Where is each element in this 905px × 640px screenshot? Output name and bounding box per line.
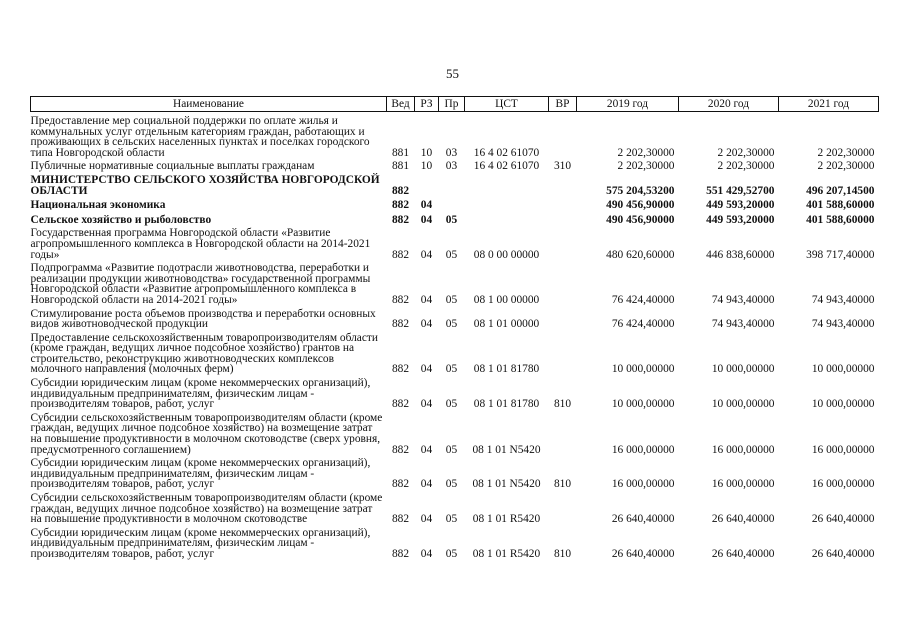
cell-2019: 575 204,53200: [606, 184, 675, 197]
cell-vr: [549, 410, 577, 455]
cell-2020: 551 429,52700: [706, 184, 775, 197]
cell-rz: 04: [420, 513, 433, 526]
cell-ved: 881: [391, 146, 410, 159]
header-cst: ЦСТ: [465, 97, 549, 112]
cell-2021: 26 640,40000: [811, 547, 875, 560]
cell-2020: 16 000,00000: [711, 478, 775, 491]
cell-2019: 490 456,90000: [606, 213, 675, 226]
cell-2021: 26 640,40000: [811, 513, 875, 526]
table-row: [31, 225, 879, 260]
cell-2019: 26 640,40000: [611, 513, 675, 526]
cell-pr: 05: [445, 363, 458, 376]
header-2019: 2019 год: [577, 97, 679, 112]
table-row: [31, 410, 879, 455]
cell-2020: 2 202,30000: [717, 146, 775, 159]
cell-cst: [465, 196, 549, 211]
cell-rz: 04: [420, 478, 433, 491]
cell-vr: [549, 330, 577, 375]
cell-pr: 05: [445, 318, 458, 331]
cell-2019: 2 202,30000: [617, 146, 675, 159]
table-row: [31, 375, 879, 410]
cell-name: Предоставление мер социальной поддержки по оплате жилья и коммунальных услуг отдельным категориям граждан, работающих и проживающих в сельских населенных пунктах и поселках городского типа Новгородской области: [30, 115, 370, 159]
header-pr: Пр: [439, 97, 465, 112]
cell-name: Публичные нормативные социальные выплаты гражданам: [30, 160, 315, 173]
cell-cst: 16 4 02 61070: [473, 146, 540, 159]
table-row: [31, 211, 879, 226]
cell-rz: 10: [420, 146, 433, 159]
cell-pr: 05: [445, 293, 458, 306]
cell-vr: [549, 112, 577, 159]
table-row: [31, 112, 879, 159]
cell-cst: 08 1 01 00000: [473, 318, 540, 331]
table-body: [31, 112, 879, 560]
cell-cst: [465, 211, 549, 226]
cell-name: Субсидии сельскохозяйственным товаропроизводителям области (кроме граждан, ведущих личное подсобное хозяйство) на возмещение затрат на повышение продуктивности в молочном скотоводстве (сверх уровня, предусмотренного соглашением): [30, 411, 383, 456]
cell-pr: 03: [445, 146, 458, 159]
cell-rz: [415, 172, 439, 196]
cell-name: Сельское хозяйство и рыболовство: [30, 213, 212, 226]
table-row: [31, 330, 879, 375]
cell-pr: [439, 196, 465, 211]
header-name: Наименование: [31, 97, 387, 112]
cell-pr: 05: [445, 547, 458, 560]
table-row: [31, 172, 879, 196]
cell-vr: [549, 172, 577, 196]
table-row: [31, 158, 879, 172]
cell-ved: 882: [391, 184, 410, 197]
cell-2021: 2 202,30000: [817, 146, 875, 159]
cell-rz: 04: [420, 293, 433, 306]
cell-2020: 2 202,30000: [717, 160, 775, 173]
cell-2021: 10 000,00000: [811, 398, 875, 411]
table-row: [31, 455, 879, 490]
cell-2019: 16 000,00000: [611, 443, 675, 456]
cell-vr: [549, 260, 577, 305]
cell-name: Субсидии сельскохозяйственным товаропроизводителям области (кроме граждан, ведущих личное подсобное хозяйство) на возмещение затрат на повышение продуктивности в молочном скотоводстве: [30, 492, 383, 526]
cell-pr: 03: [445, 160, 458, 173]
cell-name: Национальная экономика: [30, 199, 166, 212]
cell-pr: 05: [445, 443, 458, 456]
cell-2019: 26 640,40000: [611, 547, 675, 560]
cell-cst: 08 1 01 81780: [473, 398, 540, 411]
table-row: [31, 490, 879, 525]
header-ved: Вед: [387, 97, 415, 112]
cell-rz: 04: [420, 318, 433, 331]
cell-2021: 10 000,00000: [811, 363, 875, 376]
cell-2019: 76 424,40000: [611, 293, 675, 306]
cell-vr: [549, 196, 577, 211]
cell-ved: 882: [391, 513, 410, 526]
cell-2019: 490 456,90000: [606, 199, 675, 212]
cell-ved: 882: [391, 213, 410, 226]
header-rz: РЗ: [415, 97, 439, 112]
cell-2019: 10 000,00000: [611, 398, 675, 411]
cell-cst: 08 1 01 R5420: [472, 513, 541, 526]
cell-pr: 05: [445, 478, 458, 491]
cell-2021: 401 588,60000: [806, 213, 875, 226]
cell-ved: 882: [391, 293, 410, 306]
cell-vr: [549, 211, 577, 226]
cell-2019: 76 424,40000: [611, 318, 675, 331]
cell-cst: 08 1 01 81780: [473, 363, 540, 376]
cell-2020: 449 593,20000: [706, 213, 775, 226]
cell-2020: 10 000,00000: [711, 363, 775, 376]
cell-2021: 398 717,40000: [806, 248, 875, 261]
cell-pr: [439, 172, 465, 196]
cell-2020: 26 640,40000: [711, 547, 775, 560]
cell-ved: 882: [391, 248, 410, 261]
table-row: [31, 306, 879, 330]
cell-cst: 08 1 00 00000: [473, 293, 540, 306]
cell-2019: 10 000,00000: [611, 363, 675, 376]
cell-pr: 05: [445, 398, 458, 411]
cell-pr: 05: [445, 513, 458, 526]
cell-vr: [549, 490, 577, 525]
cell-2021: 74 943,40000: [811, 293, 875, 306]
header-2021: 2021 год: [779, 97, 879, 112]
cell-2021: 16 000,00000: [811, 478, 875, 491]
cell-name: Подпрограмма «Развитие подотрасли животноводства, переработки и реализации продукции животноводства» государственной программы Новгородской области «Развитие агропромышленного комплекса в Новгородской области на 2014-2021 годы»: [30, 262, 371, 306]
cell-rz: 10: [420, 160, 433, 173]
cell-2021: 401 588,60000: [806, 199, 875, 212]
cell-2020: 449 593,20000: [706, 199, 775, 212]
cell-name: Субсидии юридическим лицам (кроме некоммерческих организаций), индивидуальным предпринимателям, физическим лицам - производителям товаров, работ, услуг: [30, 526, 371, 560]
cell-2021: 74 943,40000: [811, 318, 875, 331]
cell-2019: 480 620,60000: [606, 248, 675, 261]
cell-2019: 2 202,30000: [617, 160, 675, 173]
cell-pr: 05: [445, 213, 458, 226]
cell-cst: 08 1 01 N5420: [472, 443, 541, 456]
cell-2020: 26 640,40000: [711, 513, 775, 526]
cell-cst: 16 4 02 61070: [473, 160, 540, 173]
cell-cst: [465, 172, 549, 196]
cell-rz: 04: [420, 547, 433, 560]
cell-pr: 05: [445, 248, 458, 261]
cell-ved: 882: [391, 478, 410, 491]
cell-2021: 2 202,30000: [817, 160, 875, 173]
cell-2019: 16 000,00000: [611, 478, 675, 491]
cell-vr: 810: [553, 398, 572, 411]
cell-ved: 882: [391, 199, 410, 212]
cell-ved: 882: [391, 318, 410, 331]
cell-ved: 881: [391, 160, 410, 173]
cell-name: Стимулирование роста объемов производства и переработки основных видов животноводческой продукции: [30, 307, 376, 331]
cell-rz: 04: [420, 248, 433, 261]
cell-rz: 04: [420, 398, 433, 411]
cell-vr: 810: [553, 547, 572, 560]
cell-rz: 04: [420, 213, 433, 226]
cell-2020: 74 943,40000: [711, 318, 775, 331]
cell-cst: 08 1 01 R5420: [472, 547, 541, 560]
cell-2021: 16 000,00000: [811, 443, 875, 456]
cell-rz: 04: [420, 443, 433, 456]
cell-rz: 04: [420, 363, 433, 376]
cell-2021: 496 207,14500: [806, 184, 875, 197]
cell-ved: 882: [391, 363, 410, 376]
table-row: [31, 260, 879, 305]
cell-name: Субсидии юридическим лицам (кроме некоммерческих организаций), индивидуальным предпринимателям, физическим лицам - производителям товаров, работ, услуг: [30, 457, 371, 491]
cell-ved: 882: [391, 398, 410, 411]
cell-ved: 882: [391, 547, 410, 560]
header-2020: 2020 год: [679, 97, 779, 112]
cell-name: Государственная программа Новгородской области «Развитие агропромышленного комплекса в Новгородской области на 2014-2021 годы»: [30, 227, 371, 261]
cell-name: Предоставление сельскохозяйственным товаропроизводителям области (кроме граждан, ведущих личное подсобное хозяйство) грантов на строительство, реконструкцию животноводческих комплексов молочного направления (молочных ферм): [30, 331, 378, 376]
cell-2020: 10 000,00000: [711, 398, 775, 411]
page-number: 55: [446, 66, 459, 81]
cell-cst: 08 0 00 00000: [473, 248, 540, 261]
cell-vr: 810: [553, 478, 572, 491]
cell-name: Субсидии юридическим лицам (кроме некоммерческих организаций), индивидуальным предпринимателям, физическим лицам - производителям товаров, работ, услуг: [30, 377, 371, 411]
budget-table: [30, 96, 879, 560]
cell-2020: 74 943,40000: [711, 293, 775, 306]
cell-vr: [549, 225, 577, 260]
cell-rz: 04: [420, 199, 433, 212]
cell-2020: 446 838,60000: [706, 248, 775, 261]
table-row: [31, 525, 879, 560]
cell-ved: 882: [391, 443, 410, 456]
cell-vr: [549, 306, 577, 330]
cell-vr: 310: [553, 160, 572, 173]
table-header-row: [31, 97, 879, 112]
cell-name: МИНИСТЕРСТВО СЕЛЬСКОГО ХОЗЯЙСТВА НОВГОРОДСКОЙ ОБЛАСТИ: [30, 173, 380, 197]
cell-2020: 16 000,00000: [711, 443, 775, 456]
header-vr: ВР: [549, 97, 577, 112]
cell-cst: 08 1 01 N5420: [472, 478, 541, 491]
table-row: [31, 196, 879, 211]
